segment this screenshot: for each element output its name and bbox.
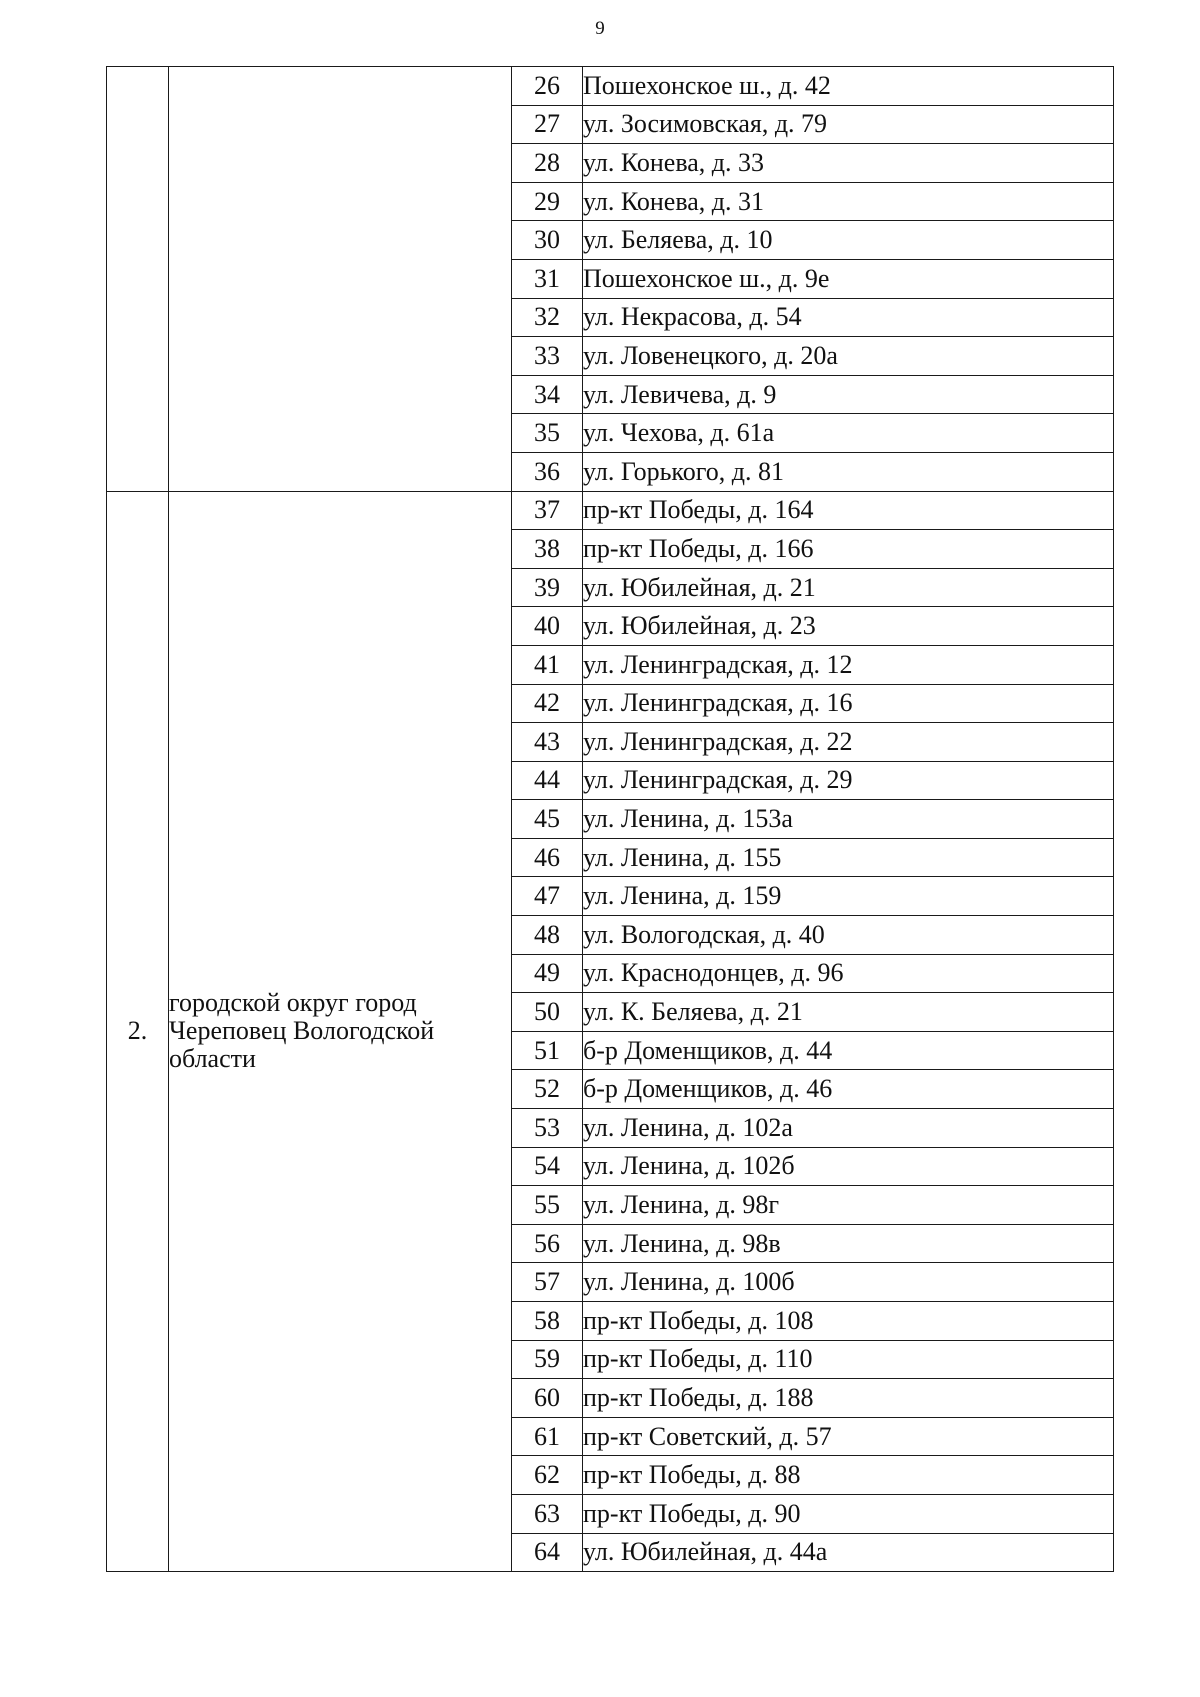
address-cell: Пошехонское ш., д. 42 [583,67,1114,106]
address-cell: пр-кт Победы, д. 108 [583,1302,1114,1341]
address-cell: б-р Доменщиков, д. 44 [583,1031,1114,1070]
address-cell: ул. Ловенецкого, д. 20а [583,337,1114,376]
address-cell: пр-кт Советский, д. 57 [583,1417,1114,1456]
address-cell: ул. Юбилейная, д. 44а [583,1533,1114,1572]
address-cell: ул. Беляева, д. 10 [583,221,1114,260]
address-cell: пр-кт Победы, д. 164 [583,491,1114,530]
row-number: 41 [512,645,583,684]
table-row [107,491,1114,530]
page-number: 9 [595,18,605,39]
row-number: 62 [512,1456,583,1495]
address-cell: б-р Доменщиков, д. 46 [583,1070,1114,1109]
section-index: 2. [127,1016,148,1046]
row-number: 34 [512,375,583,414]
address-cell: пр-кт Победы, д. 90 [583,1494,1114,1533]
row-number: 48 [512,916,583,955]
address-cell: ул. Горького, д. 81 [583,452,1114,491]
row-number: 52 [512,1070,583,1109]
address-cell: ул. Чехова, д. 61а [583,414,1114,453]
row-number: 64 [512,1533,583,1572]
address-cell: ул. Ленинградская, д. 12 [583,645,1114,684]
row-number: 59 [512,1340,583,1379]
address-table-body [107,67,1114,1572]
address-cell: ул. Ленина, д. 159 [583,877,1114,916]
address-cell: ул. Ленина, д. 98в [583,1224,1114,1263]
district-cell [169,491,512,1572]
address-cell: ул. Ленина, д. 100б [583,1263,1114,1302]
address-cell: ул. Конева, д. 33 [583,144,1114,183]
row-number: 46 [512,838,583,877]
address-table [106,66,1114,1572]
row-number: 54 [512,1147,583,1186]
address-cell: ул. Краснодонцев, д. 96 [583,954,1114,993]
address-cell: пр-кт Победы, д. 88 [583,1456,1114,1495]
row-number: 38 [512,530,583,569]
address-cell: ул. Зосимовская, д. 79 [583,105,1114,144]
row-number: 63 [512,1494,583,1533]
address-cell: ул. Ленина, д. 153а [583,800,1114,839]
row-number: 51 [512,1031,583,1070]
row-number: 61 [512,1417,583,1456]
section-index-cell [107,491,169,1572]
row-number: 56 [512,1224,583,1263]
row-number: 26 [512,67,583,106]
address-cell: ул. Ленина, д. 98г [583,1186,1114,1225]
table-row [107,67,1114,106]
row-number: 37 [512,491,583,530]
address-cell: пр-кт Победы, д. 166 [583,530,1114,569]
row-number: 53 [512,1109,583,1148]
row-number: 35 [512,414,583,453]
row-number: 47 [512,877,583,916]
row-number: 60 [512,1379,583,1418]
row-number: 44 [512,761,583,800]
row-number: 32 [512,298,583,337]
district-name: городской округ город Череповец Вологодской области [169,988,435,1074]
row-number: 39 [512,568,583,607]
address-cell: ул. Ленина, д. 155 [583,838,1114,877]
section-index-cell [107,67,169,492]
address-cell: ул. Некрасова, д. 54 [583,298,1114,337]
address-cell: пр-кт Победы, д. 110 [583,1340,1114,1379]
address-cell: ул. Юбилейная, д. 21 [583,568,1114,607]
row-number: 45 [512,800,583,839]
row-number: 30 [512,221,583,260]
row-number: 33 [512,337,583,376]
address-cell: пр-кт Победы, д. 188 [583,1379,1114,1418]
address-cell: ул. К. Беляева, д. 21 [583,993,1114,1032]
row-number: 57 [512,1263,583,1302]
address-cell: Пошехонское ш., д. 9е [583,259,1114,298]
row-number: 58 [512,1302,583,1341]
row-number: 42 [512,684,583,723]
row-number: 40 [512,607,583,646]
address-cell: ул. Ленина, д. 102б [583,1147,1114,1186]
address-cell: ул. Юбилейная, д. 23 [583,607,1114,646]
row-number: 55 [512,1186,583,1225]
address-cell: ул. Конева, д. 31 [583,182,1114,221]
address-cell: ул. Ленинградская, д. 22 [583,723,1114,762]
district-cell [169,67,512,492]
row-number: 36 [512,452,583,491]
address-cell: ул. Ленина, д. 102а [583,1109,1114,1148]
row-number: 27 [512,105,583,144]
address-cell: ул. Вологодская, д. 40 [583,916,1114,955]
row-number: 31 [512,259,583,298]
row-number: 50 [512,993,583,1032]
row-number: 49 [512,954,583,993]
address-cell: ул. Левичева, д. 9 [583,375,1114,414]
row-number: 29 [512,182,583,221]
address-cell: ул. Ленинградская, д. 29 [583,761,1114,800]
address-cell: ул. Ленинградская, д. 16 [583,684,1114,723]
row-number: 28 [512,144,583,183]
row-number: 43 [512,723,583,762]
